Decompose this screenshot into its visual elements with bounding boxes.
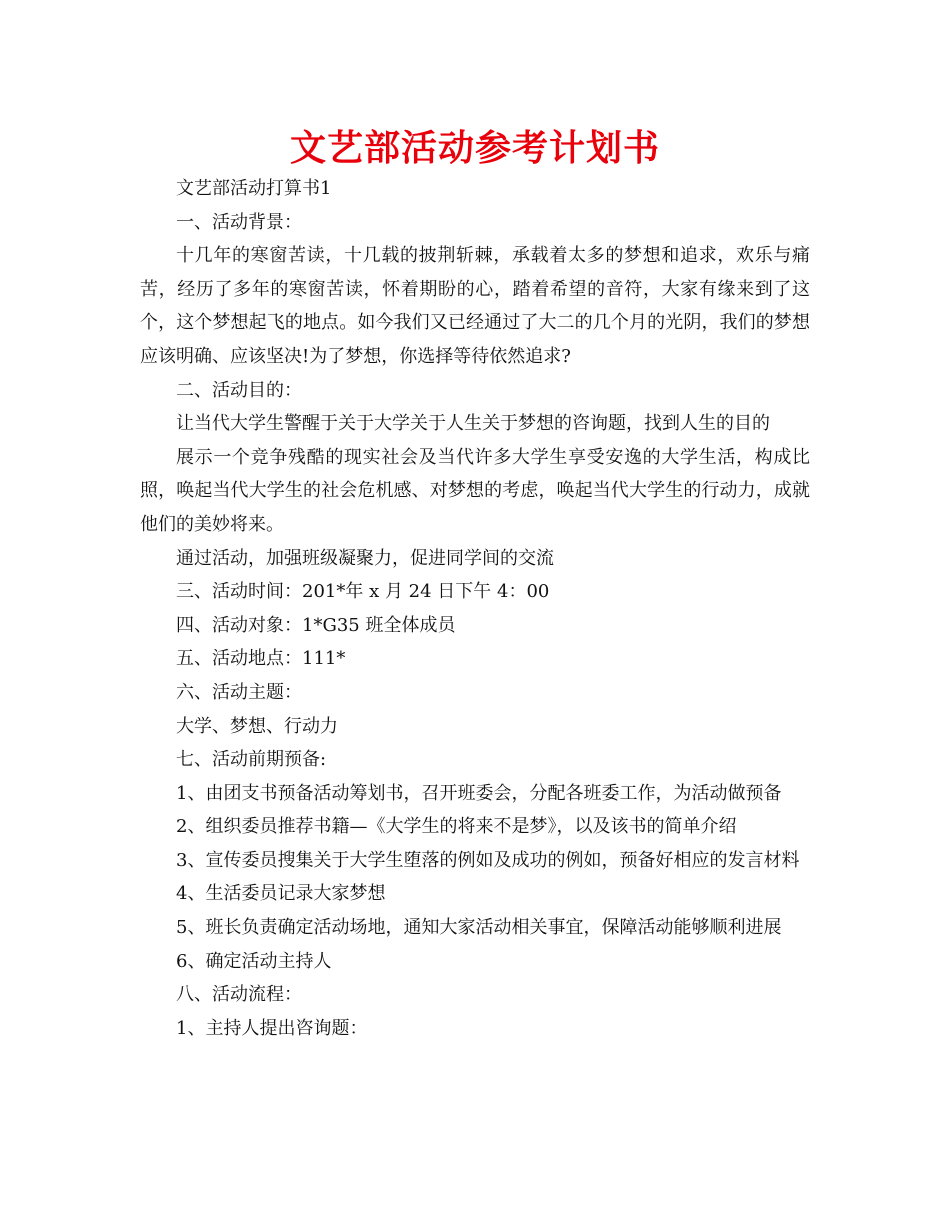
paragraph: 十几年的寒窗苦读，十几载的披荆斩棘，承载着太多的梦想和追求，欢乐与痛苦，经历了多年的寒窗苦读，怀着期盼的心，踏着希望的音符，大家有缘来到了这个，这个梦想起飞的地点。如今我们又已经通过了大二的几个月的光阴，我们的梦想应该明确、应该坚决!为了梦想，你选择等待依然追求? (140, 245, 810, 367)
document-body (140, 172, 810, 1045)
paragraph: 五、活动地点：111* (176, 648, 346, 670)
paragraph: 让当代大学生警醒于关于大学关于人生关于梦想的咨询题，找到人生的目的 (176, 413, 770, 435)
paragraph: 通过活动，加强班级凝聚力，促进同学间的交流 (176, 547, 554, 569)
paragraph: 七、活动前期预备: (176, 749, 327, 771)
document-title: 文艺部活动参考计划书 (289, 128, 660, 169)
paragraph: 1、主持人提出咨询题： (176, 1017, 368, 1039)
paragraph: 1、由团支书预备活动筹划书，召开班委会，分配各班委工作，为活动做预备 (176, 782, 782, 804)
paragraph: 3、宣传委员搜集关于大学生堕落的例如及成功的例如，预备好相应的发言材料 (176, 849, 800, 871)
paragraph: 大学、梦想、行动力 (176, 715, 338, 737)
paragraph: 4、生活委员记录大家梦想 (176, 883, 386, 905)
paragraph: 展示一个竞争残酷的现实社会及当代许多大学生享受安逸的大学生活，构成比照，唤起当代大学生的社会危机感、对梦想的考虑，唤起当代大学生的行动力，成就他们的美妙将来。 (140, 446, 810, 535)
paragraph: 八、活动流程： (176, 984, 302, 1006)
paragraph: 一、活动背景： (176, 211, 302, 233)
paragraph: 三、活动时间：201*年 x 月 24 日下午 4：00 (176, 581, 550, 603)
paragraph: 二、活动目的： (176, 379, 302, 401)
paragraph: 5、班长负责确定活动场地，通知大家活动相关事宜，保障活动能够顺利进展 (176, 917, 782, 939)
paragraph: 2、组织委员推荐书籍—《大学生的将来不是梦》，以及该书的简单介绍 (176, 816, 737, 838)
paragraph: 文艺部活动打算书1 (176, 178, 332, 199)
paragraph: 四、活动对象：1*G35 班全体成员 (176, 614, 456, 636)
paragraph: 6、确定活动主持人 (176, 950, 332, 972)
paragraph: 六、活动主题： (176, 681, 302, 703)
